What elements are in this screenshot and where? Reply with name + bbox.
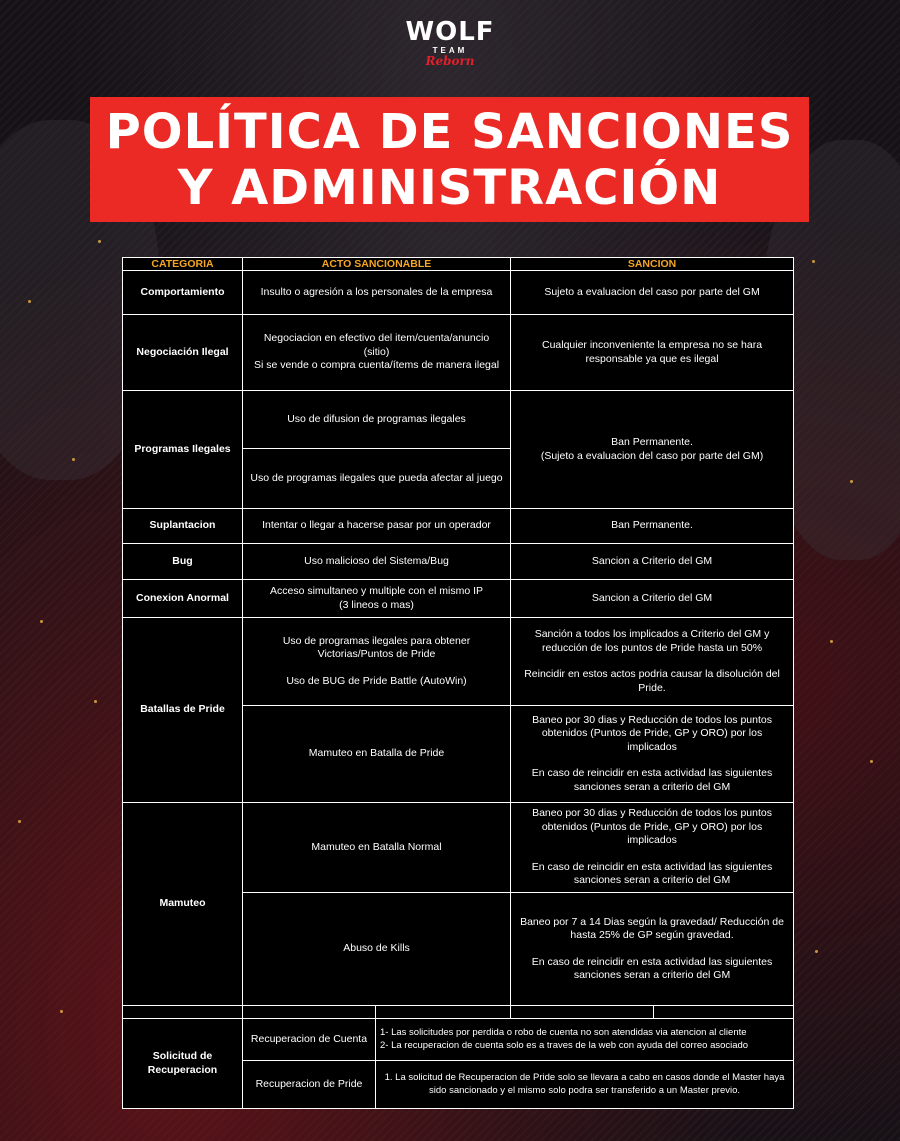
table-row — [123, 580, 794, 618]
category-cell: Solicitud de Recuperacion — [123, 1019, 243, 1109]
act-line: Uso de BUG de Pride Battle (AutoWin) — [286, 674, 467, 687]
act-cell: Uso de programas ilegales que pueda afectar al juego — [243, 449, 511, 509]
header-acto-sancionable: ACTO SANCIONABLE — [243, 258, 511, 271]
ember-particle — [830, 640, 833, 643]
act-line: Uso de programas ilegales para obtener Victorias/Puntos de Pride — [282, 634, 471, 661]
table-row — [123, 509, 794, 544]
table-row — [123, 1019, 794, 1061]
table-row — [123, 271, 794, 315]
category-cell: Programas Ilegales — [123, 391, 243, 509]
ember-particle — [28, 300, 31, 303]
line-gap — [516, 943, 788, 956]
sanction-cell: Sancion a Criterio del GM — [511, 544, 794, 580]
line-gap — [516, 848, 788, 861]
sanction-cell: Sujeto a evaluacion del caso por parte del GM — [511, 271, 794, 315]
sanctions-table — [122, 257, 794, 1109]
sanction-line: Baneo por 7 a 14 Dias según la gravedad/ Reducción de hasta 25% de GP según gravedad. — [520, 915, 784, 941]
line-gap — [516, 754, 788, 767]
act-cell: Intentar o llegar a hacerse pasar por un operador — [243, 509, 511, 544]
act-line: Acceso simultaneo y multiple con el mismo IP — [270, 585, 483, 597]
sanction-line: Sanción a todos los implicados a Criterio del GM y reducción de los puntos de Pride hasta un 50% — [534, 628, 770, 654]
category-cell: Batallas de Pride — [123, 618, 243, 803]
act-cell: Uso de difusion de programas ilegales — [243, 391, 511, 449]
sanction-cell — [511, 893, 794, 1006]
table-row — [123, 315, 794, 391]
empty-row — [123, 1006, 794, 1019]
table-row — [123, 544, 794, 580]
table-row — [123, 803, 794, 893]
act-cell: Mamuteo en Batalla de Pride — [243, 706, 511, 803]
category-cell: Negociación Ilegal — [123, 315, 243, 391]
logo-tagline: Reborn — [425, 54, 475, 68]
page-title-line-1: POLÍTICA DE SANCIONES — [105, 104, 794, 160]
ember-particle — [18, 820, 21, 823]
empty-cell — [511, 1006, 654, 1019]
sanction-line: Ban Permanente. — [611, 436, 693, 448]
logo-wordmark: WOLF — [405, 17, 495, 47]
act-cell: Recuperacion de Pride — [243, 1061, 376, 1109]
title-banner — [90, 97, 809, 222]
sanction-cell — [511, 803, 794, 893]
act-cell: Abuso de Kills — [243, 893, 511, 1006]
category-cell: Bug — [123, 544, 243, 580]
detail-cell — [376, 1019, 794, 1061]
sanction-cell: Cualquier inconveniente la empresa no se hara responsable ya que es ilegal — [511, 315, 794, 391]
sanction-line: Baneo por 30 dias y Reducción de todos los puntos obtenidos (Puntos de Pride, GP y ORO) por los implicados — [532, 807, 772, 847]
table-row — [123, 618, 794, 706]
sanction-cell — [511, 618, 794, 706]
sanction-line: (Sujeto a evaluacion del caso por parte del GM) — [540, 449, 764, 462]
act-cell: Recuperacion de Cuenta — [243, 1019, 376, 1061]
ember-particle — [72, 458, 75, 461]
wolfteam-logo — [405, 18, 495, 76]
empty-cell — [123, 1006, 243, 1019]
detail-line: 1- Las solicitudes por perdida o robo de cuenta no son atendidas via atencion al cliente — [380, 1027, 747, 1038]
empty-cell — [654, 1006, 794, 1019]
sanction-cell — [511, 706, 794, 803]
ember-particle — [94, 700, 97, 703]
act-line: Si se vende o compra cuenta/ítems de manera ilegal — [253, 359, 500, 372]
empty-cell — [376, 1006, 511, 1019]
category-cell: Mamuteo — [123, 803, 243, 1006]
line-gap — [248, 662, 505, 675]
logo-subtitle: TEAM — [432, 46, 468, 55]
act-line: (sitio) — [363, 345, 390, 358]
table-row — [123, 391, 794, 449]
ember-particle — [60, 1010, 63, 1013]
line-gap — [516, 655, 788, 668]
page-title-line-2: Y ADMINISTRACIÓN — [177, 160, 722, 216]
sanction-line: En caso de reincidir en esta actividad las siguientes sanciones seran a criterio del GM — [531, 860, 773, 887]
ember-particle — [812, 260, 815, 263]
header-sancion: SANCION — [511, 258, 794, 271]
act-cell — [243, 315, 511, 391]
category-cell: Suplantacion — [123, 509, 243, 544]
ember-particle — [815, 950, 818, 953]
sanction-line: En caso de reincidir en esta actividad las siguientes sanciones seran a criterio del GM — [531, 767, 773, 793]
table-header-row — [123, 258, 794, 271]
detail-cell: 1. La solicitud de Recuperacion de Pride solo se llevara a cabo en casos donde el Master haya sido sancionado y el mismo solo podra ser transferido a un Master previo. — [376, 1061, 794, 1109]
act-cell: Insulto o agresión a los personales de la empresa — [243, 271, 511, 315]
sanction-line: Reincidir en estos actos podria causar la disolución del Pride. — [524, 668, 780, 694]
act-cell: Uso malicioso del Sistema/Bug — [243, 544, 511, 580]
ember-particle — [40, 620, 43, 623]
sanction-line: En caso de reincidir en esta actividad las siguientes sanciones seran a criterio del GM — [531, 955, 773, 981]
sanction-cell: Sancion a Criterio del GM — [511, 580, 794, 618]
ember-particle — [850, 480, 853, 483]
act-cell — [243, 580, 511, 618]
sanction-cell — [511, 391, 794, 509]
ember-particle — [98, 240, 101, 243]
empty-cell — [243, 1006, 376, 1019]
header-categoria: CATEGORIA — [123, 258, 243, 271]
detail-line: 2- La recuperacion de cuenta solo es a traves de la web con ayuda del correo asociado — [380, 1039, 749, 1051]
act-cell: Mamuteo en Batalla Normal — [243, 803, 511, 893]
act-line: (3 lineos o mas) — [339, 598, 414, 611]
sanction-line: Baneo por 30 dias y Reducción de todos los puntos obtenidos (Puntos de Pride, GP y ORO) por los implicados — [532, 713, 772, 753]
category-cell: Conexion Anormal — [123, 580, 243, 618]
sanction-cell: Ban Permanente. — [511, 509, 794, 544]
category-cell: Comportamiento — [123, 271, 243, 315]
ember-particle — [870, 760, 873, 763]
act-cell — [243, 618, 511, 706]
act-line: Negociacion en efectivo del item/cuenta/anuncio — [263, 332, 490, 345]
